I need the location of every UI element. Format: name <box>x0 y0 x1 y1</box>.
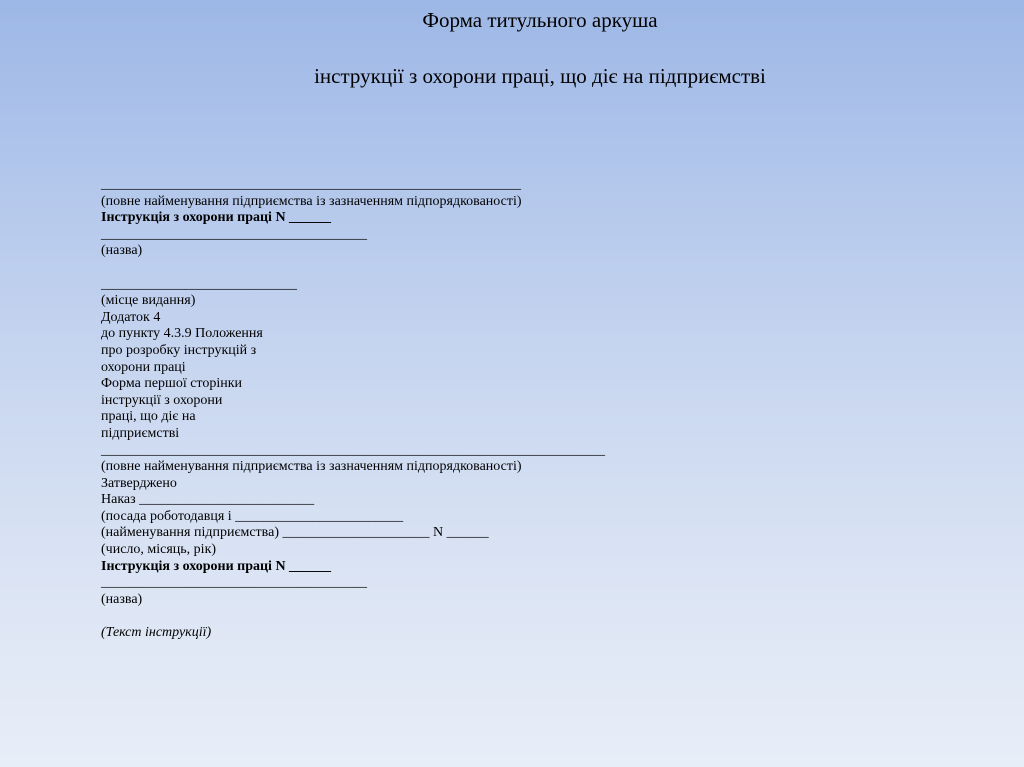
slide-title-line-1: Форма титульного аркуша <box>422 8 658 32</box>
document-line: ______________________________________ <box>101 575 367 591</box>
document-line: охорони праці <box>101 359 186 375</box>
document-line: Наказ _________________________ <box>101 492 315 508</box>
document-line: Форма першої сторінки <box>101 376 243 392</box>
document-line: праці, що діє на <box>101 409 196 425</box>
document-line: (повне найменування підприємства із зазначенням підпорядкованості) <box>101 193 522 209</box>
document-line: ____________________________ <box>101 276 297 292</box>
document-line: ____________________________________________________________ <box>101 177 521 192</box>
document-line: Додаток 4 <box>101 309 161 325</box>
document-line: (число, місяць, рік) <box>101 542 217 558</box>
blank-line <box>101 260 801 277</box>
document-line: (місце видання) <box>101 293 196 309</box>
document-line: (посада роботодавця і ________________________ <box>101 508 404 524</box>
document-line: до пункту 4.3.9 Положення <box>101 326 263 342</box>
document-line: про розробку інструкцій з <box>101 342 257 358</box>
document-line: підприємстві <box>101 425 180 441</box>
document-line: (назва) <box>101 591 143 607</box>
slide-title-line-2: інструкції з охорони праці, що діє на підприємстві <box>314 64 766 88</box>
blank-line <box>101 608 801 625</box>
document-line: (назва) <box>101 243 143 259</box>
document-line: (найменування підприємства) _____________________ N ______ <box>101 525 489 541</box>
document-line: (повне найменування підприємства із зазначенням підпорядкованості) <box>101 459 522 475</box>
document-line: Інструкція з охорони праці N ______ <box>101 558 332 574</box>
document-line: інструкції з охорони <box>101 392 223 408</box>
document-form-body <box>101 177 801 642</box>
document-line: ______________________________________ <box>101 226 367 242</box>
document-line: Інструкція з охорони праці N ______ <box>101 210 332 226</box>
document-line: ________________________________________________________________________ <box>101 442 605 458</box>
document-line: (Текст інструкції) <box>101 625 212 641</box>
document-line: Затверджено <box>101 475 177 491</box>
